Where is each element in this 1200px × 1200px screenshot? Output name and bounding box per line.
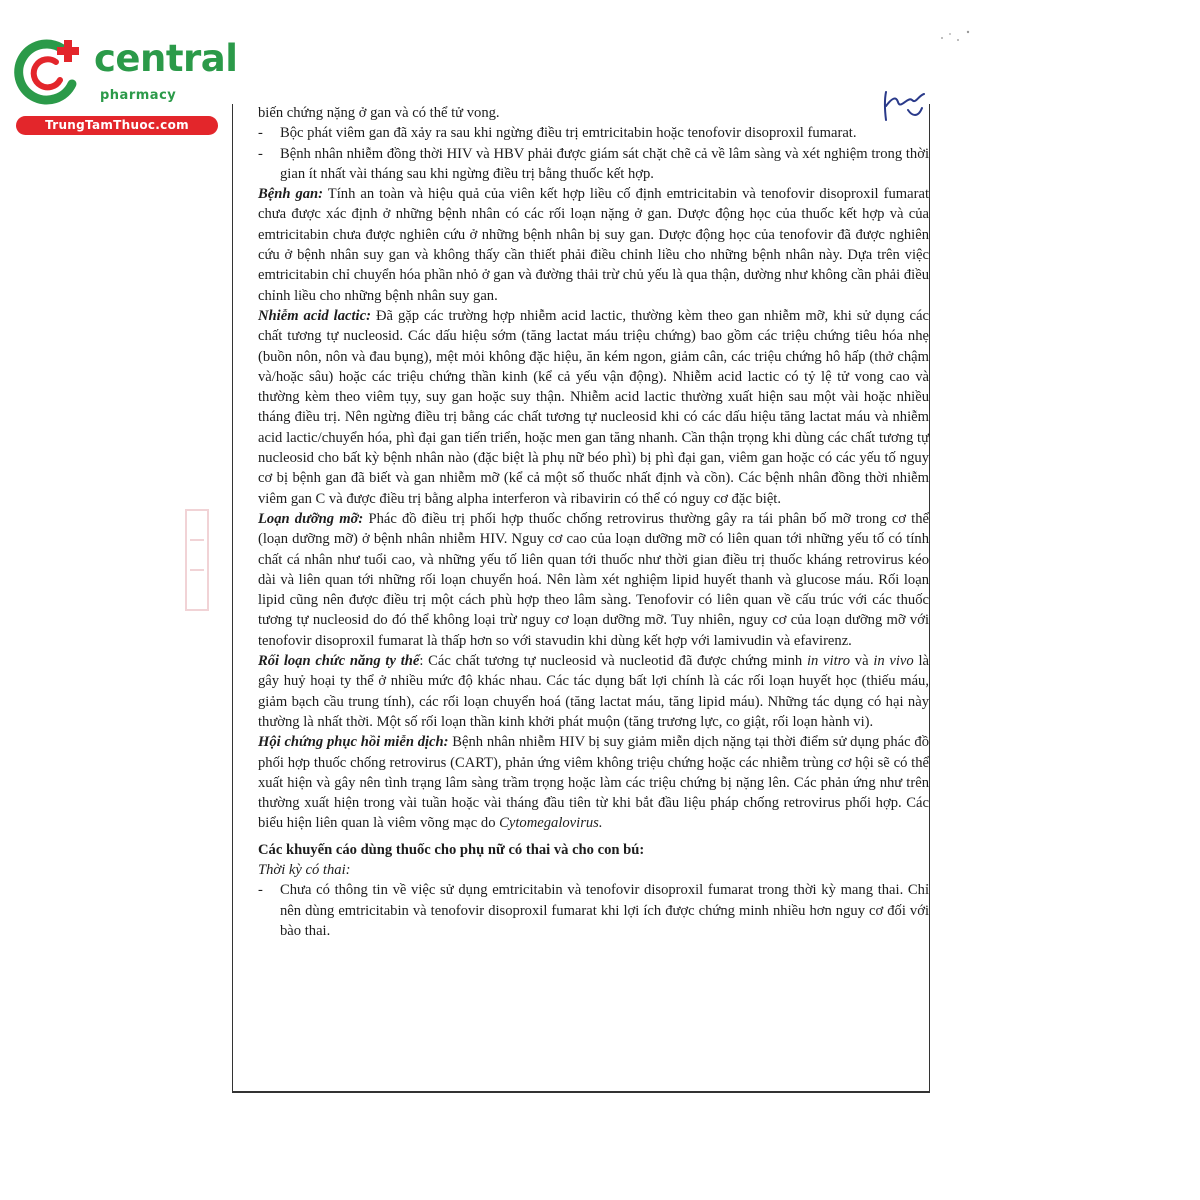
- section-text: Đã gặp các trường hợp nhiễm acid lactic, thường kèm theo gan nhiễm mỡ, khi sử dụng các chất tương tự nucleosid. Các dấu hiệu sớm (tăng lactat máu triệu chứng) bao gồm các triệu chứng tiêu hóa nhẹ (buồn nôn, nôn và đau bụng), mệt mỏi không đặc hiệu, ăn kém ngon, giảm cân, các triệu chứng hô hấp (thở chậm và/hoặc sâu) hoặc các triệu chứng thần kinh (kể cả yếu vận động). Nhiễm acid lactic có tỷ lệ tử vong cao và thường kèm theo viêm tụy, suy gan hoặc suy thận. Nhiễm acid lactic thường xuất hiện sau một vài hoặc nhiều tháng điều trị. Nên ngừng điều trị bằng các chất tương tự nucleosid khi có các dấu hiệu tăng lactat máu và nhiễm acid lactic/chuyển hóa, phì đại gan tiến triển, hoặc men gan tăng nhanh. Cần thận trọng khi dùng các chất tương tự nucleosid cho bất kỳ bệnh nhân nào (đặc biệt là phụ nữ béo phì) bị phì đại gan, viêm gan hoặc có các yếu tố nguy cơ bị bệnh gan đã biết và gan nhiễm mỡ (kể cả một số thuốc nhất định và cồn). Các bệnh nhân đồng thời nhiễm viêm gan C và được điều trị bằng alpha interferon và ribavirin có thể có nguy cơ đặc biệt.: [258, 307, 929, 507]
- list-item: [258, 123, 929, 143]
- section-acid-lactic: [258, 306, 929, 509]
- logo-subtitle: pharmacy: [100, 88, 177, 103]
- italic-term: in vitro: [806, 653, 851, 670]
- section-title: Rối loạn chức năng ty thể: [258, 653, 420, 670]
- italic-term: in vivo: [873, 653, 914, 670]
- section-text: : Các chất tương tự nucleosid và nucleotid đã được chứng minh: [419, 653, 807, 670]
- section-title: Bệnh gan:: [258, 186, 324, 203]
- logo-name: central: [94, 37, 238, 80]
- document-body: [258, 103, 929, 941]
- bullet-dash: -: [258, 882, 263, 899]
- section-text: là gây huỷ hoại ty thể ở nhiều mức độ khác nhau. Các tác dụng bất lợi chính là các rối loạn huyết học (thiếu máu, giảm bạch cầu trung tính), các rối loạn chuyển hoá (tăng lactat máu, tăng lipid máu). Những tác dụng có hại này thường là nhất thời. Một số rối loạn thần kinh khởi phát muộn (tăng trương lực, co giật, rối loạn hành vi).: [258, 653, 929, 730]
- section-text: Tính an toàn và hiệu quả của viên kết hợp liều cố định emtricitabin và tenofovir disoproxil fumarat chưa được xác định ở những bệnh nhân có các rối loạn nặng ở gan. Dược động học của thuốc kết hợp và của emtricitabin chưa được nghiên cứu ở những bệnh nhân bị suy gan. Dược động học của tenofovir đã được nghiên cứu ở bệnh nhân suy gan và không thấy cần thiết phải điều chỉnh liều cho những bệnh nhân này. Dựa trên việc emtricitabin chỉ chuyển hóa phần nhỏ ở gan và đường thải trừ chủ yếu là qua thận, dường như không cần phải điều chỉnh liều cho những bệnh nhân suy gan.: [258, 186, 929, 304]
- bullet-text: Bộc phát viêm gan đã xảy ra sau khi ngừng điều trị emtricitabin hoặc tenofovir disoproxil fumarat.: [280, 125, 857, 142]
- italic-term: Cytomegalovirus.: [499, 815, 603, 832]
- section-benh-gan: [258, 184, 929, 306]
- list-item: [258, 144, 929, 185]
- pregnancy-subheading: Thời kỳ có thai:: [258, 861, 351, 878]
- section-title: Nhiễm acid lactic:: [258, 307, 371, 324]
- bullet-dash: -: [258, 145, 263, 162]
- section-title: Hội chứng phục hồi miễn dịch:: [258, 734, 449, 751]
- scan-smudge-icon: [936, 26, 976, 46]
- pharmacy-logo-icon: [12, 36, 84, 108]
- bullet-text: Bệnh nhân nhiễm đồng thời HIV và HBV phải được giám sát chặt chẽ cả về lâm sàng và xét nghiệm trong thời gian ít nhất vài tháng sau khi ngừng điều trị bằng thuốc kết hợp.: [280, 145, 929, 182]
- intro-line: biến chứng nặng ở gan và có thể tử vong.: [258, 105, 500, 121]
- logo-website-badge[interactable]: TrungTamThuoc.com: [16, 116, 218, 135]
- bullet-dash: -: [258, 125, 263, 142]
- central-pharmacy-logo[interactable]: [10, 36, 238, 136]
- list-item: [258, 880, 929, 941]
- section-ty-the: [258, 651, 929, 732]
- section-loan-duong-mo: [258, 509, 929, 651]
- section-text: Phác đồ điều trị phối hợp thuốc chống retrovirus thường gây ra tái phân bố mỡ trong cơ thể (loạn dưỡng mỡ) ở bệnh nhân nhiễm HIV. Nguy cơ cao của loạn dưỡng mỡ có liên quan tới những yếu tố có tính chất cá nhân như tuổi cao, và những yếu tố liên quan tới thuốc như thời gian điều trị thuốc kháng retrovirus kéo dài và liên quan tới những rối loạn chuyển hoá. Nên làm xét nghiệm lipid huyết thanh và glucose máu. Rối loạn lipid cũng nên được điều trị một cách phù hợp theo lâm sàng. Tenofovir có liên quan về cấu trúc với các thuốc tương tự nucleosid do đó thể không loại trừ nguy cơ loạn dưỡng mỡ. Tuy nhiên, nguy cơ của loạn dưỡng mỡ với tenofovir disoproxil fumarat là thấp hơn so với stavudin khi dùng kết hợp với lamivudin và efavirenz.: [258, 510, 930, 649]
- section-title: Loạn dưỡng mỡ:: [258, 510, 364, 527]
- section-hoi-phuc-mien-dich: [258, 732, 929, 833]
- section-text: Bệnh nhân nhiễm HIV bị suy giảm miễn dịch nặng tại thời điểm sử dụng phác đồ phối hợp thuốc chống retrovirus (CART), phản ứng viêm không triệu chứng hoặc các nhiễm trùng cơ hội sẽ có thể xuất hiện và gây nên tình trạng lâm sàng trầm trọng hoặc làm các triệu chứng bị nặng lên. Các phản ứng như trên thường xuất hiện trong vài tuần hoặc vài tháng đầu tiên từ khi bắt đầu liệu pháp chống retrovirus phối hợp. Các biểu hiện liên quan là viêm võng mạc do: [258, 734, 929, 832]
- bullet-text: Chưa có thông tin về việc sử dụng emtricitabin và tenofovir disoproxil fumarat trong thời kỳ mang thai. Chỉ nên dùng emtricitabin và tenofovir disoproxil fumarat khi lợi ích được chứng minh nhiều hơn nguy cơ đối với bào thai.: [280, 882, 929, 939]
- pregnancy-heading: Các khuyến cáo dùng thuốc cho phụ nữ có thai và cho con bú:: [258, 841, 645, 858]
- section-text: và: [850, 653, 874, 670]
- faded-stamp-icon: [176, 500, 216, 620]
